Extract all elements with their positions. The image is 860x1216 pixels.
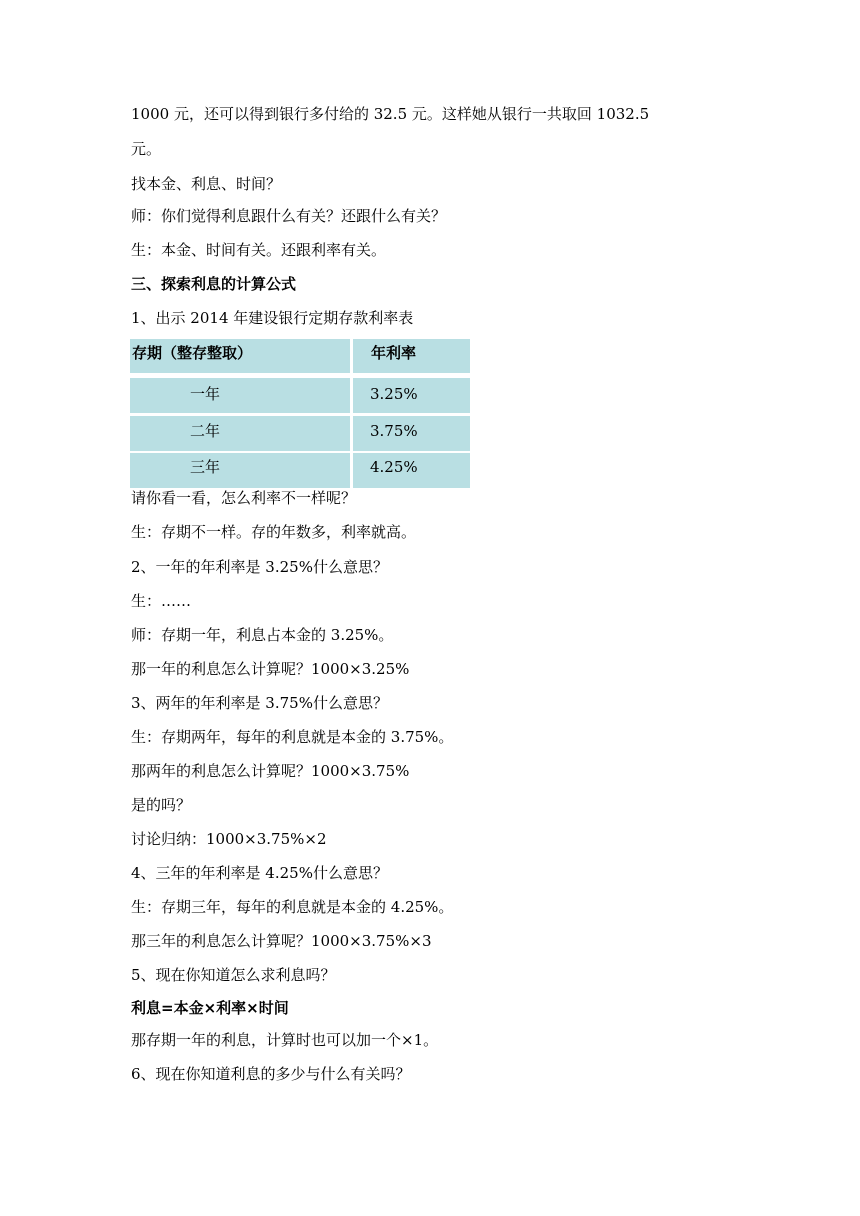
paragraph-line: 元。	[131, 140, 162, 158]
table-row-term	[130, 378, 350, 413]
paragraph-line: 1、出示 2014 年建设银行定期存款利率表	[131, 309, 414, 327]
paragraph-line: 生：存期三年，每年的利息就是本金的 4.25%。	[131, 898, 454, 916]
paragraph-line: 讨论归纳：1000×3.75%×2	[131, 830, 327, 848]
table-row-term	[130, 416, 350, 451]
table-row-term	[130, 453, 350, 488]
paragraph-line: 生：……	[131, 592, 192, 610]
paragraph-line: 3、两年的年利率是 3.75%什么意思？	[131, 694, 388, 712]
paragraph-line: 那一年的利息怎么计算呢？1000×3.25%	[131, 660, 410, 678]
paragraph-line: 6、现在你知道利息的多少与什么有关吗？	[131, 1065, 411, 1083]
section-heading: 三、探索利息的计算公式	[131, 275, 297, 293]
paragraph-line: 1000 元，还可以得到银行多付给的 32.5 元。这样她从银行一共取回 1032.5	[131, 105, 650, 123]
rate-cell: 3.25%	[370, 385, 418, 403]
paragraph-line: 找本金、利息、时间？	[131, 175, 282, 193]
paragraph-line: 师：存期一年，利息占本金的 3.25%。	[131, 626, 394, 644]
table-row-rate	[353, 453, 470, 488]
table-header-term-label: 存期（整存整取）	[132, 344, 253, 362]
table-row-rate	[353, 378, 470, 413]
paragraph-line: 师：你们觉得利息跟什么有关？还跟什么有关？	[131, 207, 447, 225]
interest-rate-table	[130, 339, 470, 488]
paragraph-line: 那三年的利息怎么计算呢？1000×3.75%×3	[131, 932, 432, 950]
term-cell: 三年	[190, 458, 221, 476]
table-header-rate	[353, 339, 470, 373]
rate-cell: 3.75%	[370, 422, 418, 440]
paragraph-line: 5、现在你知道怎么求利息吗？	[131, 966, 336, 984]
table-header-term	[130, 339, 350, 373]
term-cell: 二年	[190, 422, 221, 440]
paragraph-line: 生：本金、时间有关。还跟利率有关。	[131, 241, 387, 259]
formula-heading: 利息=本金×利率×时间	[131, 999, 289, 1017]
paragraph-line: 生：存期两年，每年的利息就是本金的 3.75%。	[131, 728, 454, 746]
table-row-rate	[353, 416, 470, 451]
rate-cell: 4.25%	[370, 458, 418, 476]
paragraph-line: 4、三年的年利率是 4.25%什么意思？	[131, 864, 388, 882]
paragraph-line: 请你看一看，怎么利率不一样呢？	[131, 489, 357, 507]
paragraph-line: 2、一年的年利率是 3.25%什么意思？	[131, 558, 388, 576]
paragraph-line: 那两年的利息怎么计算呢？1000×3.75%	[131, 762, 410, 780]
term-cell: 一年	[190, 385, 221, 403]
table-header-rate-label: 年利率	[371, 344, 417, 362]
paragraph-line: 生：存期不一样。存的年数多，利率就高。	[131, 523, 417, 541]
paragraph-line: 那存期一年的利息，计算时也可以加一个×1。	[131, 1031, 439, 1049]
paragraph-line: 是的吗？	[131, 796, 192, 814]
